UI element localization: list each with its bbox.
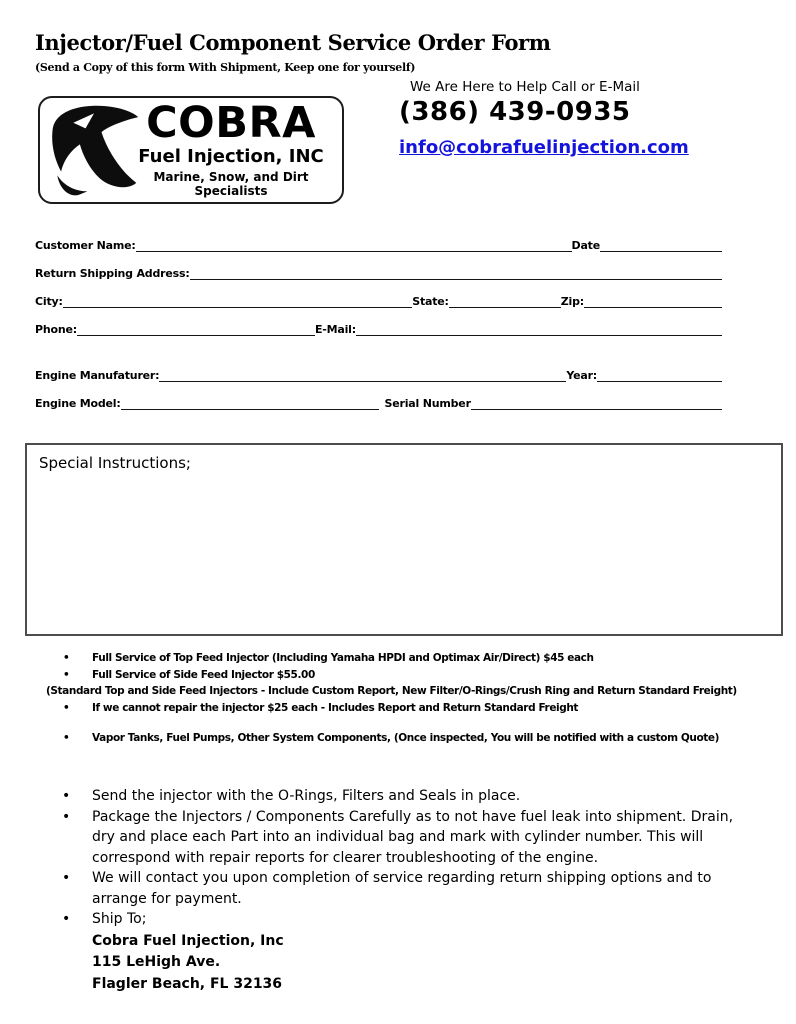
list-item (35, 730, 785, 747)
form-row-city-state-zip (35, 293, 722, 308)
logo-brand: COBRA (146, 98, 316, 148)
engine-model-label: Engine Model: (35, 397, 121, 410)
instructions-list (35, 786, 740, 995)
pricing-list (35, 650, 785, 747)
page-title: Injector/Fuel Component Service Order Form (35, 30, 551, 55)
list-item (35, 786, 740, 807)
logo-tagline: Marine, Snow, and Dirt Specialists (153, 170, 309, 198)
form-row-return-address (35, 265, 722, 280)
logo-company-line: Fuel Injection, INC (138, 146, 324, 167)
ship-to-company: Cobra Fuel Injection, Inc (92, 932, 284, 949)
logo-text (128, 98, 334, 198)
ship-to-city: Flagler Beach, FL 32136 (92, 975, 283, 992)
pricing-item-cannot-repair: If we cannot repair the injector $25 each - Includes Report and Return Standard Freight (92, 701, 579, 714)
page-subtitle: (Send a Copy of this form With Shipment, Keep one for yourself) (35, 61, 416, 74)
bullet-icon: • (63, 701, 70, 714)
bullet-icon: • (63, 732, 70, 744)
return-address-label: Return Shipping Address: (35, 267, 190, 280)
return-address-field[interactable] (190, 266, 722, 280)
special-instructions-box[interactable] (25, 443, 783, 636)
email-field[interactable] (356, 322, 722, 336)
list-item (35, 868, 740, 909)
ship-to-street: 115 LeHigh Ave. (92, 954, 221, 970)
bullet-icon: • (62, 788, 71, 804)
date-field[interactable] (600, 238, 722, 252)
company-logo (38, 96, 344, 204)
instruction-package-carefully: Package the Injectors / Components Carefully as to not have fuel leak into shipment. Drain, dry and place each Part into an individual bag and mark with cylinder number. This will correspond with repair reports for clearer troubleshooting of the engine. (92, 808, 734, 866)
bullet-icon: • (62, 808, 71, 825)
city-label: City: (35, 295, 63, 308)
serial-number-field[interactable] (471, 396, 722, 410)
bullet-icon: • (62, 870, 71, 886)
zip-field[interactable] (584, 294, 722, 308)
form-row-phone-email (35, 321, 722, 336)
state-label: State: (412, 295, 449, 308)
special-instructions-label: Special Instructions; (39, 454, 191, 472)
instruction-ship-to: Ship To; (92, 911, 147, 927)
bullet-icon: • (62, 911, 71, 927)
list-item (35, 667, 785, 684)
form-row-engine-manufacturer (35, 367, 722, 382)
year-field[interactable] (597, 368, 722, 382)
year-label: Year: (566, 369, 597, 382)
customer-name-field[interactable] (136, 238, 572, 252)
phone-field[interactable] (77, 322, 315, 336)
list-item (35, 650, 785, 667)
engine-manufacturer-field[interactable] (159, 368, 566, 382)
customer-name-label: Customer Name: (35, 239, 136, 252)
bullet-icon: • (63, 652, 70, 664)
email-link[interactable]: info@cobrafuelinjection.com (399, 137, 689, 158)
instruction-send-injector: Send the injector with the O-Rings, Filters and Seals in place. (92, 788, 521, 804)
phone-label: Phone: (35, 323, 77, 336)
ship-to-address (35, 931, 740, 996)
instruction-contact-on-completion: We will contact you upon completion of service regarding return shipping options and to arrange for payment. (92, 870, 712, 907)
serial-number-label: Serial Number (384, 397, 471, 410)
phone-number: (386) 439-0935 (399, 97, 631, 127)
zip-label: Zip: (560, 295, 584, 308)
email-label: E-Mail: (314, 323, 356, 336)
list-item (35, 909, 740, 930)
form-row-engine-model (35, 395, 722, 410)
engine-model-field[interactable] (121, 396, 379, 410)
city-field[interactable] (63, 294, 413, 308)
form-row-customer-name (35, 237, 722, 252)
state-field[interactable] (449, 294, 561, 308)
list-item (35, 807, 740, 869)
date-label: Date (571, 239, 600, 252)
pricing-item-side-feed: Full Service of Side Feed Injector $55.00 (92, 668, 315, 681)
list-item (35, 700, 785, 717)
bullet-icon: • (63, 668, 70, 681)
pricing-item-top-feed: Full Service of Top Feed Injector (Including Yamaha HPDI and Optimax Air/Direct) $45 each (92, 652, 594, 664)
pricing-item-other-components: Vapor Tanks, Fuel Pumps, Other System Components, (Once inspected, You will be notified with a custom Quote) (92, 732, 720, 744)
help-text: We Are Here to Help Call or E-Mail (410, 79, 640, 95)
pricing-note: (Standard Top and Side Feed Injectors - Include Custom Report, New Filter/O-Rings/Crush Ring and Return Standard Freight) (46, 685, 737, 697)
engine-manufacturer-label: Engine Manufaturer: (35, 369, 160, 382)
